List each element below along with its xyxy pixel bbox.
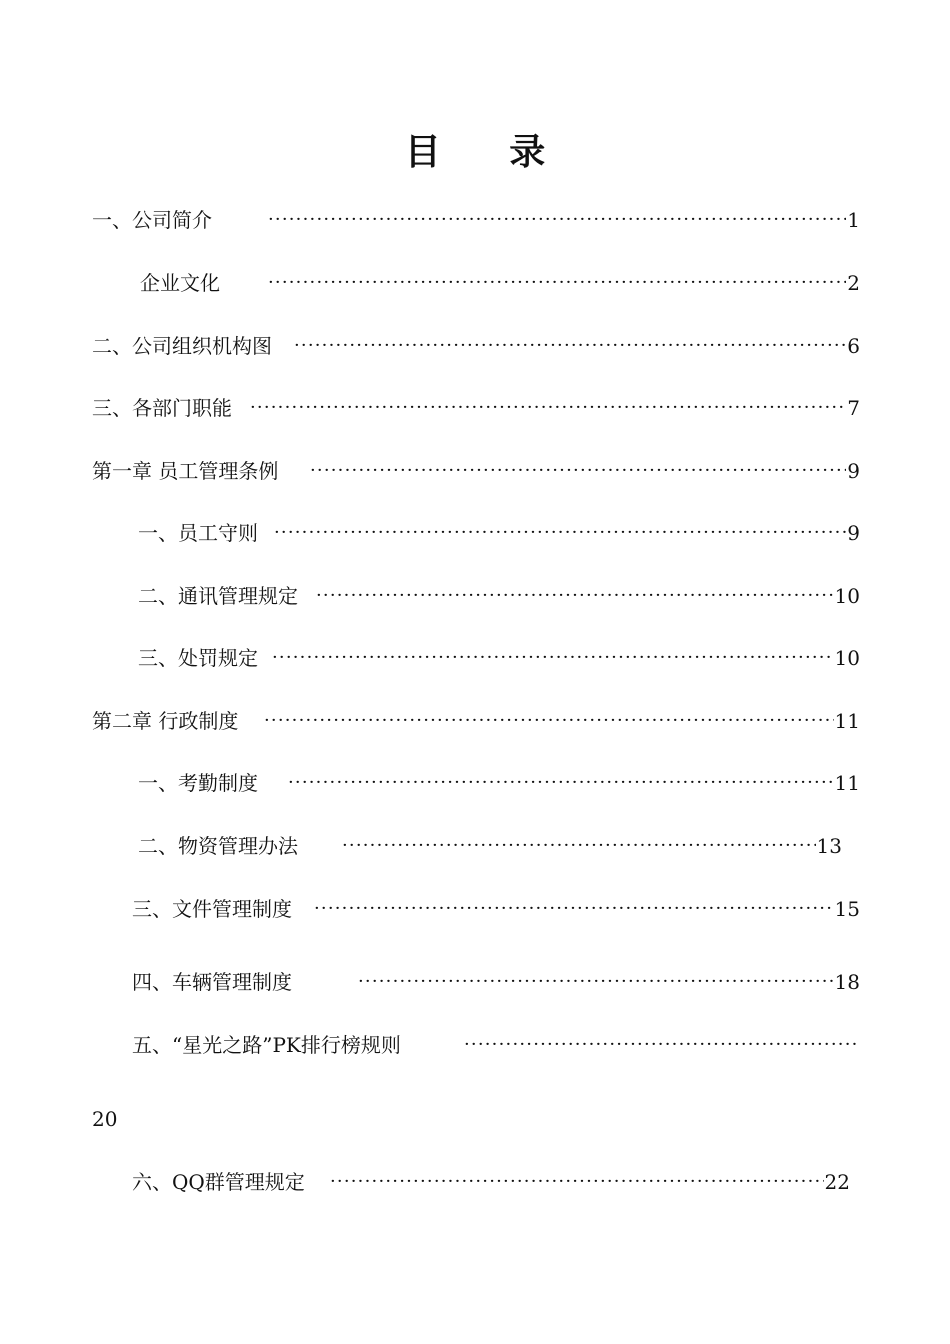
dot-leader	[330, 1167, 824, 1197]
toc-entry-page: 10	[834, 643, 860, 673]
dot-leader	[272, 643, 834, 673]
dot-leader	[464, 1030, 858, 1060]
dot-leader	[250, 393, 846, 423]
dot-leader	[310, 456, 846, 486]
toc-title: 目 录	[404, 131, 574, 173]
toc-entry-label: 一、考勤制度	[138, 768, 260, 798]
toc-entry-label: 五、“星光之路”PK排行榜规则	[132, 1030, 403, 1060]
toc-entry-page: 9	[846, 456, 860, 486]
toc-entry-corporate-culture[interactable]	[140, 268, 860, 298]
toc-entry-employee-rules[interactable]	[138, 518, 860, 548]
toc-entry-page: 9	[846, 518, 860, 548]
toc-entry-department-functions[interactable]	[92, 393, 860, 423]
dot-leader	[268, 205, 846, 235]
dot-leader	[288, 768, 834, 798]
toc-entry-label: 第一章 员工管理条例	[92, 456, 280, 486]
toc-entry-penalty-rules[interactable]	[138, 643, 860, 673]
toc-entry-page: 22	[824, 1167, 850, 1197]
toc-entry-qq-group[interactable]	[132, 1167, 850, 1197]
toc-entry-label: 二、公司组织机构图	[92, 331, 274, 361]
toc-entry-page: 13	[816, 831, 842, 861]
dot-leader	[268, 268, 846, 298]
dot-leader	[358, 967, 834, 997]
dot-leader	[314, 894, 834, 924]
toc-entry-label: 一、公司简介	[92, 205, 214, 235]
toc-entry-label: 企业文化	[140, 268, 222, 298]
toc-entry-label: 一、员工守则	[138, 518, 260, 548]
dot-leader	[274, 518, 846, 548]
toc-entry-label: 三、处罚规定	[138, 643, 260, 673]
dot-leader	[342, 831, 816, 861]
toc-entry-label: 六、QQ群管理规定	[132, 1167, 307, 1197]
toc-entry-page: 2	[846, 268, 860, 298]
toc-entry-company-intro[interactable]	[92, 205, 860, 235]
toc-entry-materials[interactable]	[138, 831, 842, 861]
toc-entry-page: 10	[834, 581, 860, 611]
toc-entry-attendance[interactable]	[138, 768, 860, 798]
toc-entry-org-chart[interactable]	[92, 331, 860, 361]
toc-entry-page: 20	[92, 1107, 118, 1131]
toc-entry-label: 二、通讯管理规定	[138, 581, 300, 611]
toc-entry-label: 三、各部门职能	[92, 393, 234, 423]
toc-entry-chapter-2[interactable]	[92, 706, 860, 736]
toc-entry-documents[interactable]	[132, 894, 860, 924]
toc-entry-page: 6	[846, 331, 860, 361]
toc-entry-page: 11	[834, 768, 860, 798]
toc-entry-label: 二、物资管理办法	[138, 831, 300, 861]
toc-entry-chapter-1[interactable]	[92, 456, 860, 486]
toc-entry-label: 四、车辆管理制度	[132, 967, 294, 997]
dot-leader	[294, 331, 846, 361]
toc-entry-vehicles[interactable]	[132, 967, 860, 997]
toc-entry-page: 18	[834, 967, 860, 997]
toc-entry-communication-rules[interactable]	[138, 581, 860, 611]
toc-entry-label: 三、文件管理制度	[132, 894, 294, 924]
toc-entry-page: 1	[846, 205, 860, 235]
toc-entry-label: 第二章 行政制度	[92, 706, 240, 736]
toc-entry-page: 7	[846, 393, 860, 423]
toc-entry-page: 15	[834, 894, 860, 924]
dot-leader	[316, 581, 834, 611]
toc-entry-pk-ranking[interactable]	[132, 1030, 860, 1060]
dot-leader	[264, 706, 834, 736]
toc-entry-page: 11	[834, 706, 860, 736]
